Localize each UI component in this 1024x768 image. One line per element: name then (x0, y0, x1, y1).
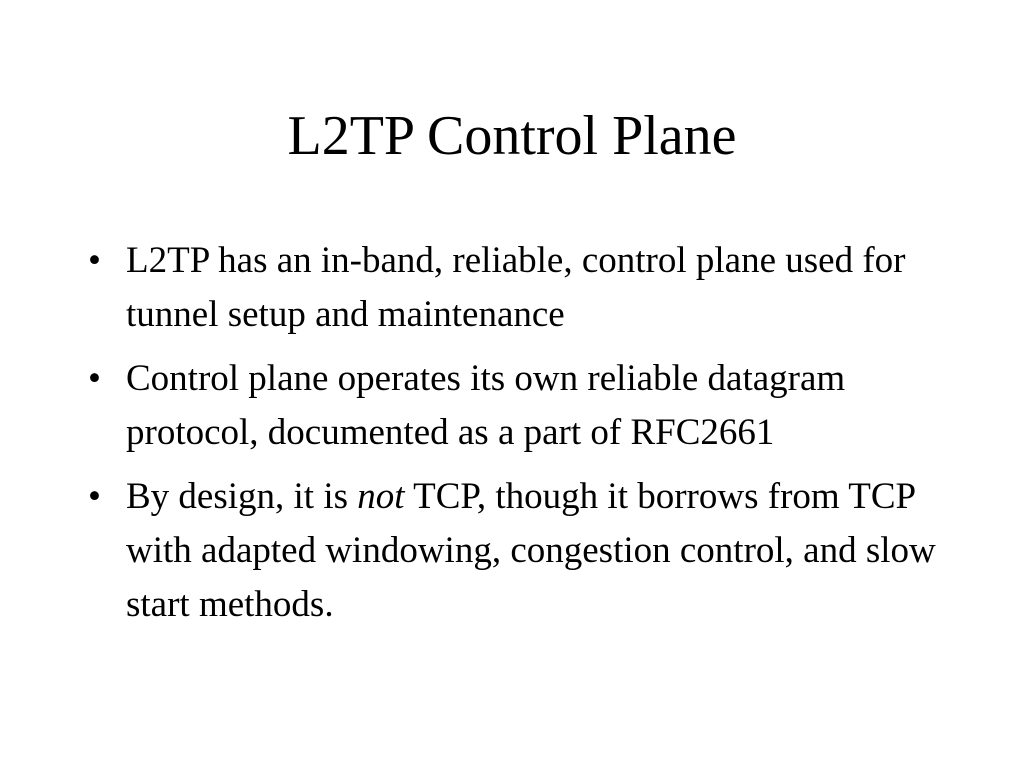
bullet-item (88, 352, 948, 460)
bullet-text-after: TCP, though it borrows from TCP with adapted windowing, congestion control, and slow start methods. (126, 476, 936, 625)
bullet-icon: • (88, 358, 101, 399)
bullet-icon: • (88, 240, 101, 281)
bullet-icon: • (88, 476, 101, 517)
bullet-text (126, 476, 936, 625)
slide-title: L2TP Control Plane (287, 105, 737, 167)
bullet-item (88, 470, 948, 632)
bullet-text-before: By design, it is (126, 476, 358, 517)
bullet-list (88, 234, 948, 642)
bullet-text: L2TP has an in-band, reliable, control plane used for tunnel setup and maintenance (126, 240, 906, 335)
bullet-text-emphasis: not (357, 476, 405, 517)
bullet-item (88, 234, 948, 342)
bullet-text: Control plane operates its own reliable datagram protocol, documented as a part of RFC2661 (126, 358, 846, 453)
